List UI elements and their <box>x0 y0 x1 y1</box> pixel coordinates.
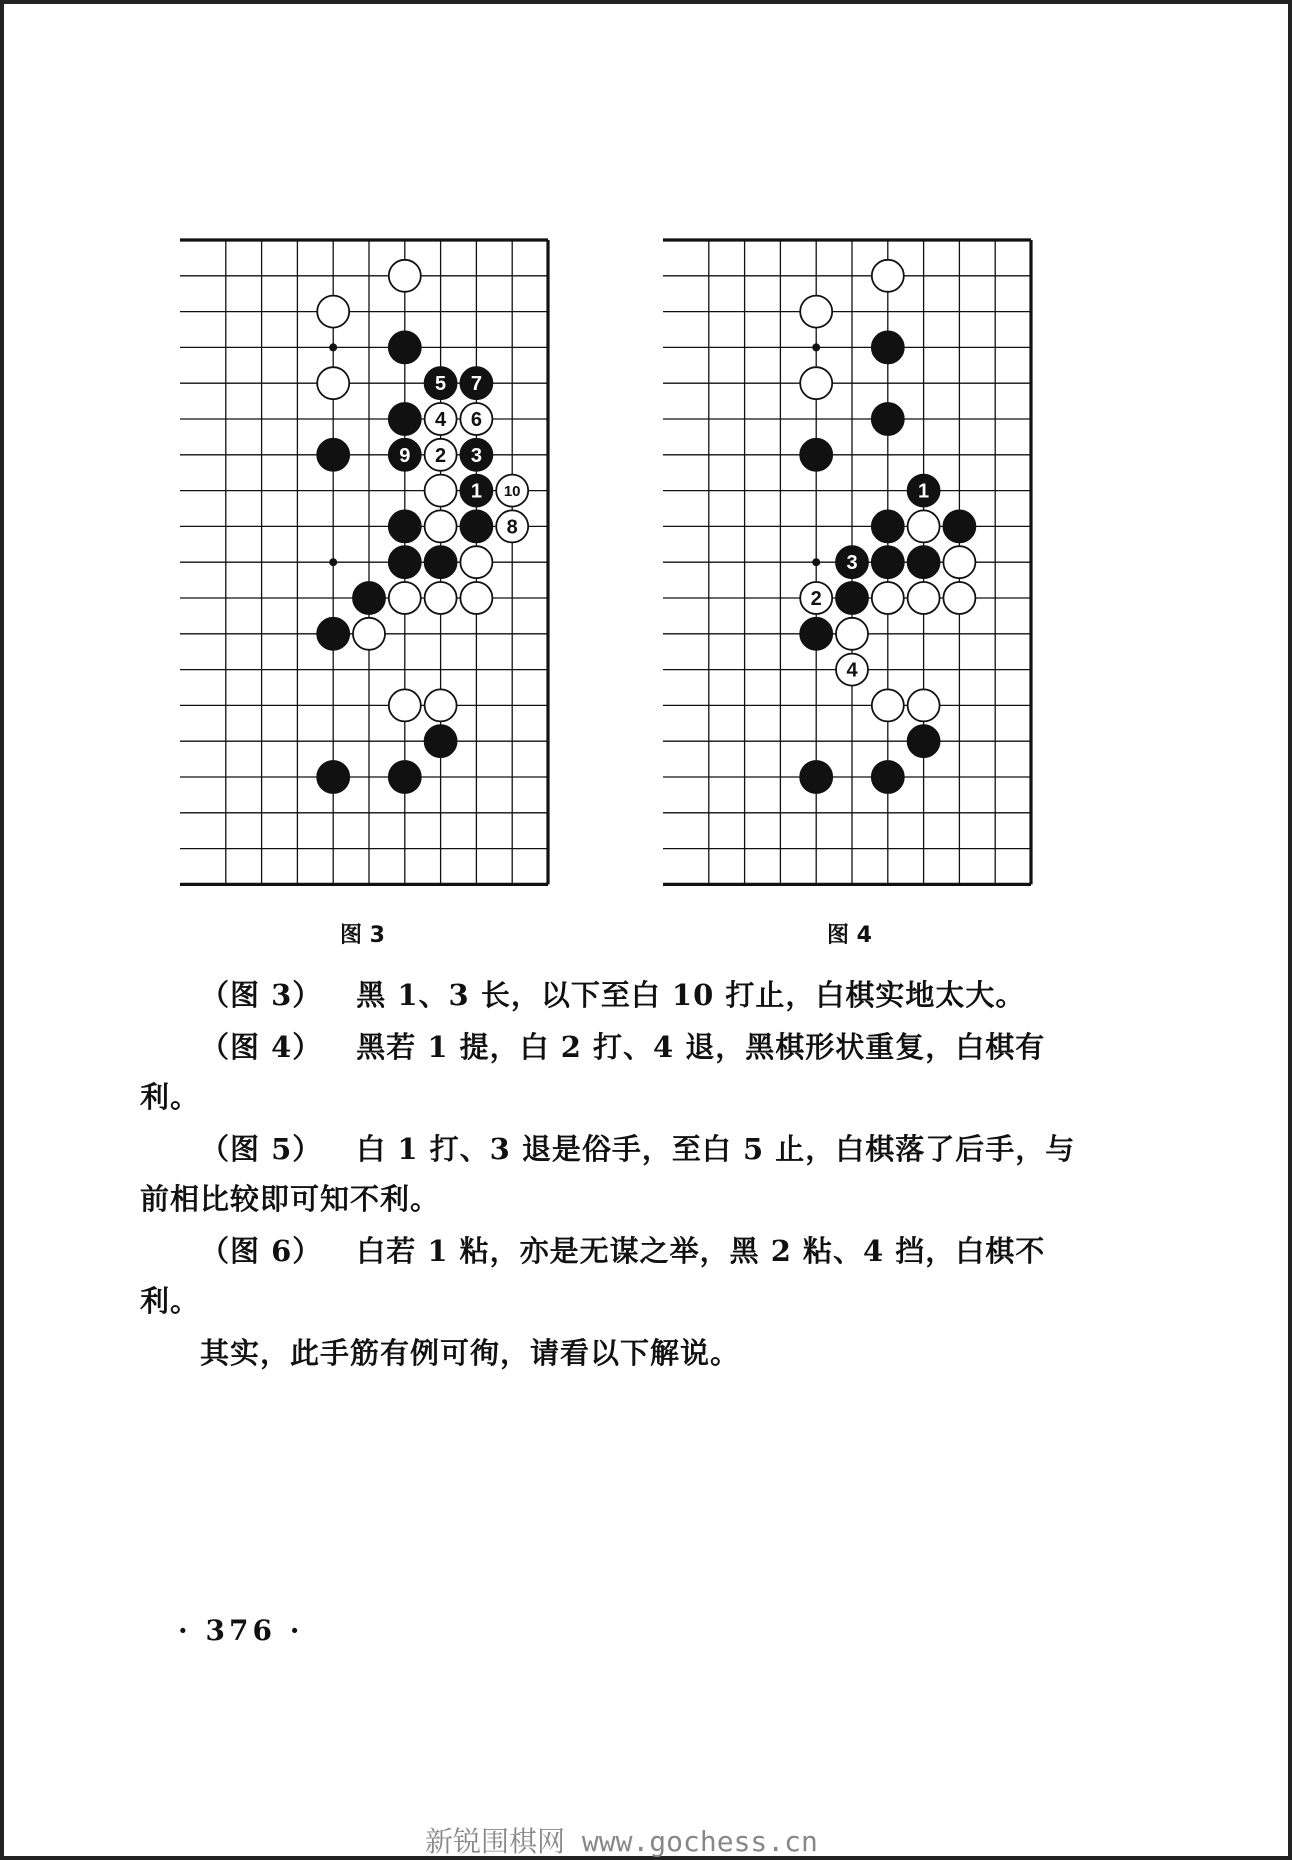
watermark: 新锐围棋网 www.gochess.cn <box>425 1825 818 1858</box>
black-stone <box>317 761 349 793</box>
go-diagram-4 <box>663 228 1023 898</box>
move-number: 2 <box>435 444 447 467</box>
black-stone <box>872 331 904 363</box>
move-number: 3 <box>846 552 858 575</box>
white-stone <box>353 618 385 650</box>
black-stone <box>872 403 904 435</box>
move-number: 4 <box>846 659 858 682</box>
black-stone <box>908 546 940 578</box>
white-stone <box>460 546 492 578</box>
paragraph-text: 白 1 打、3 退是俗手，至白 5 止，白棋落了后手，与前相比较即可知不利。 <box>140 1132 1076 1216</box>
black-stone <box>800 439 832 471</box>
black-stone <box>425 725 457 757</box>
white-stone <box>317 367 349 399</box>
white-stone <box>425 475 457 507</box>
white-stone <box>425 689 457 721</box>
star-point <box>329 343 337 351</box>
white-stone <box>317 296 349 328</box>
white-stone <box>460 582 492 614</box>
paragraph-text: 白若 1 粘，亦是无谋之举，黑 2 粘、4 挡，白棋不利。 <box>140 1234 1046 1318</box>
paragraph-text: 其实，此手筋有例可徇，请看以下解说。 <box>200 1336 741 1370</box>
white-stone <box>908 510 940 542</box>
black-stone <box>425 546 457 578</box>
black-stone <box>943 510 975 542</box>
white-stone <box>943 582 975 614</box>
paragraph-label: （图 4） <box>200 1030 323 1064</box>
paragraph-text: 黑 1、3 长，以下至白 10 打止，白棋实地太大。 <box>356 978 1026 1012</box>
go-board-3 <box>180 228 540 898</box>
black-stone <box>389 761 421 793</box>
black-stone <box>872 761 904 793</box>
move-number: 2 <box>810 588 822 610</box>
white-stone <box>872 582 904 614</box>
white-stone <box>425 510 457 542</box>
black-stone <box>800 618 832 650</box>
white-stone <box>836 618 868 650</box>
go-diagram-3 <box>180 228 540 898</box>
move-number: 1 <box>470 480 482 503</box>
black-stone <box>872 546 904 578</box>
white-stone <box>389 689 421 721</box>
paragraph-fig6 <box>140 1226 1080 1326</box>
white-stone <box>872 689 904 721</box>
black-stone <box>460 510 492 542</box>
black-stone <box>389 331 421 363</box>
move-number: 6 <box>470 409 482 431</box>
move-number: 3 <box>470 444 482 467</box>
white-stone <box>425 582 457 614</box>
white-stone <box>389 260 421 292</box>
black-stone <box>836 582 868 614</box>
diagram-3-caption: 图 3 <box>340 923 385 948</box>
black-stone <box>800 761 832 793</box>
black-stone <box>317 439 349 471</box>
move-number: 5 <box>435 373 447 396</box>
move-number: 7 <box>470 373 482 396</box>
go-board-4 <box>663 228 1023 898</box>
white-stone <box>389 582 421 614</box>
paragraph-label: （图 6） <box>200 1234 323 1268</box>
diagram-4-caption: 图 4 <box>827 923 872 948</box>
paragraph-fig4 <box>140 1022 1080 1122</box>
star-point <box>812 343 820 351</box>
move-number: 8 <box>506 516 518 539</box>
black-stone <box>389 403 421 435</box>
move-number: 9 <box>399 444 411 467</box>
move-number: 10 <box>503 483 521 501</box>
white-stone <box>908 689 940 721</box>
star-point <box>812 558 820 566</box>
black-stone <box>908 725 940 757</box>
black-stone <box>389 546 421 578</box>
move-number: 4 <box>435 409 447 431</box>
page-number: · 376 · <box>178 1614 304 1647</box>
white-stone <box>908 582 940 614</box>
star-point <box>329 558 337 566</box>
paragraph-fig3 <box>140 970 1080 1020</box>
black-stone <box>872 510 904 542</box>
paragraph-closing <box>140 1328 1080 1378</box>
white-stone <box>800 296 832 328</box>
black-stone <box>389 510 421 542</box>
paragraph-label: （图 5） <box>200 1132 323 1166</box>
paragraph-fig5 <box>140 1124 1080 1224</box>
move-number: 1 <box>918 480 930 503</box>
black-stone <box>317 618 349 650</box>
white-stone <box>943 546 975 578</box>
black-stone <box>353 582 385 614</box>
paragraph-text: 黑若 1 提，白 2 打、4 退，黑棋形状重复，白棋有利。 <box>140 1030 1046 1114</box>
white-stone <box>872 260 904 292</box>
paragraph-label: （图 3） <box>200 978 323 1012</box>
white-stone <box>800 367 832 399</box>
